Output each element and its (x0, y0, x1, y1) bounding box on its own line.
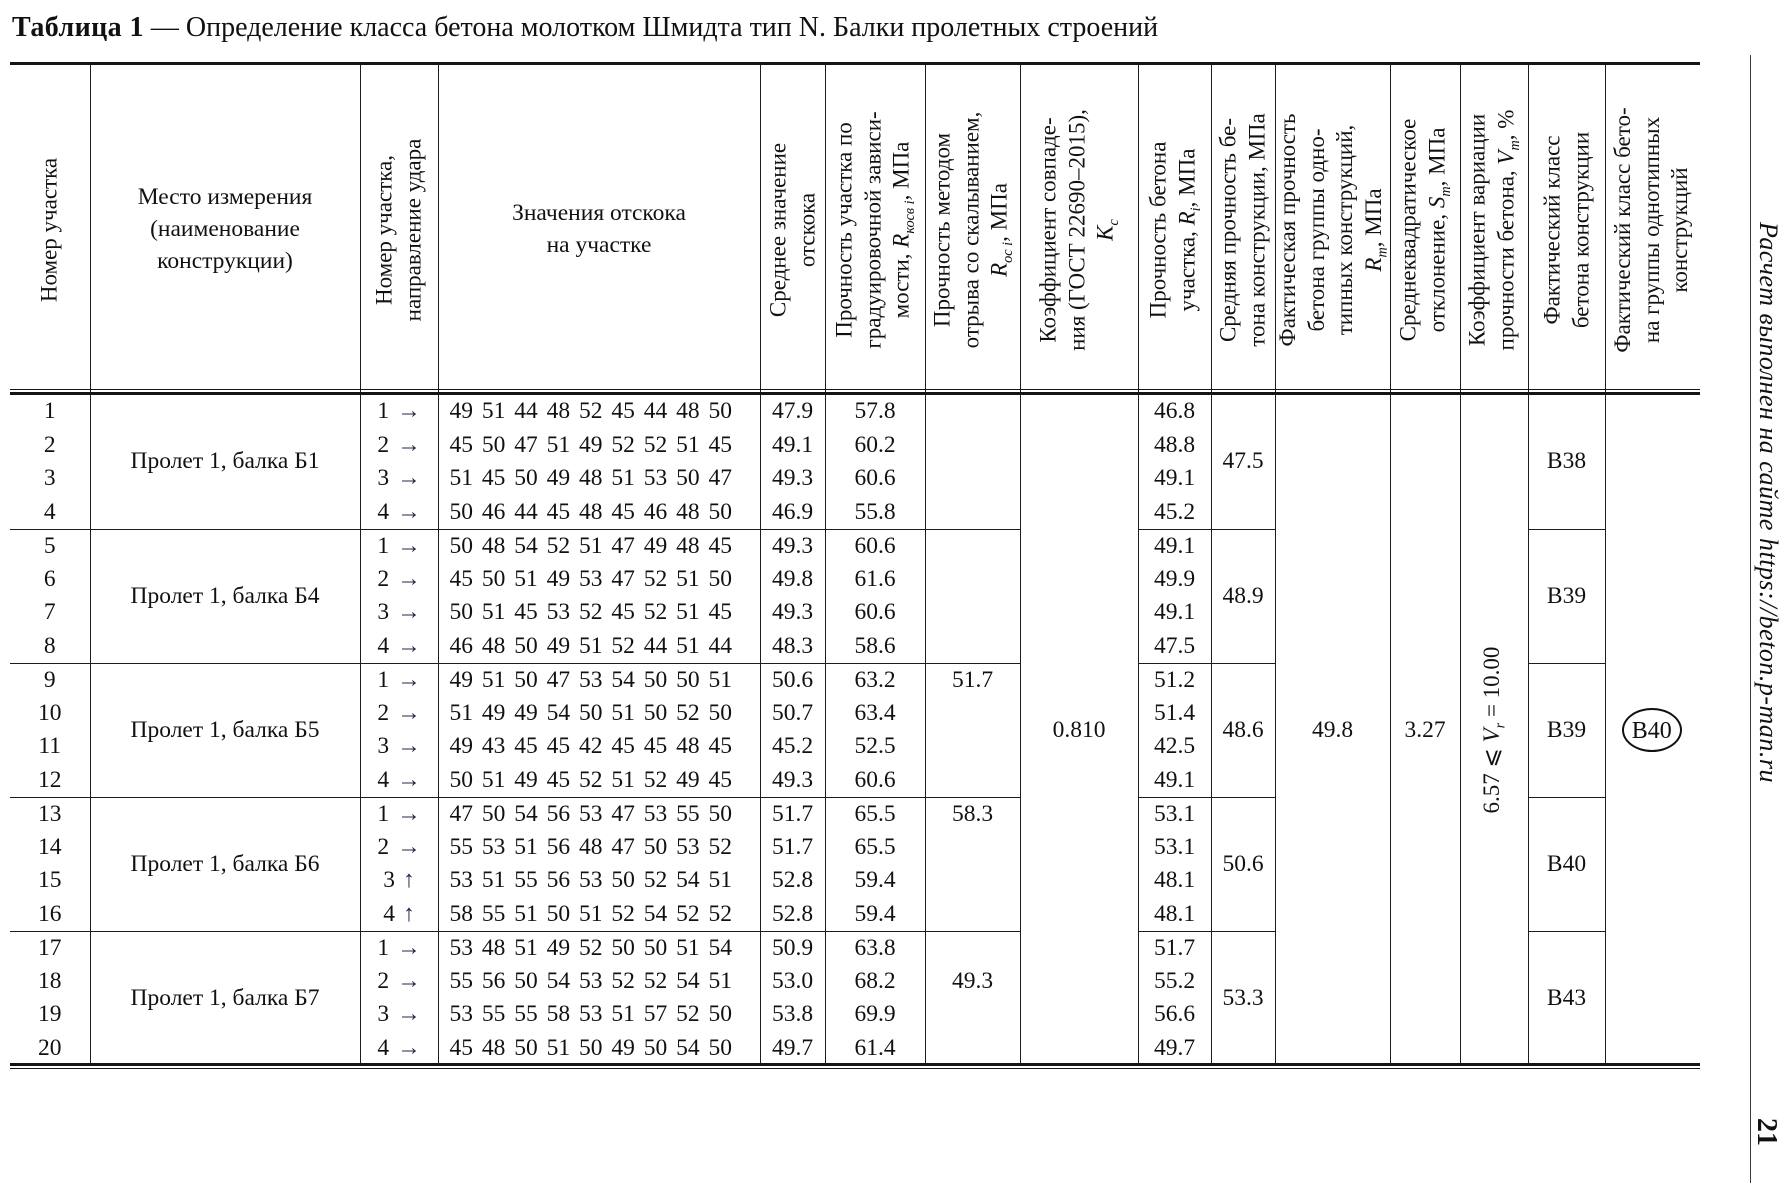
table-row (10, 395, 1698, 429)
group-concrete-class: В40 (1528, 797, 1605, 931)
cell-strength-indirect: 61.4 (825, 1032, 925, 1066)
cell-section-number: 14 (10, 831, 90, 865)
cell-mean-rebound: 52.8 (760, 864, 825, 898)
col-header-r-avg: Средняя прочность бе- тона конструкции, МПа (1211, 65, 1275, 395)
col-header-class-g: Фактический класс бето- на группы однотипных конструкций (1605, 65, 1698, 395)
cell-point-direction (360, 596, 438, 630)
point-number: 2 (377, 565, 390, 592)
cell-strength-indirect: 60.2 (825, 429, 925, 463)
cell-strength-indirect: 59.4 (825, 864, 925, 898)
cell-point-direction (360, 630, 438, 664)
cell-strength-ri: 48.8 (1138, 429, 1211, 463)
cell-point-direction (360, 395, 438, 429)
cell-strength-ri: 42.5 (1138, 730, 1211, 764)
cell-strength-indirect: 59.4 (825, 898, 925, 932)
margin-rule (1750, 55, 1751, 1183)
cell-rebound-values: 50 48 54 52 51 47 49 48 45 (438, 529, 760, 563)
point-number: 3 (377, 599, 390, 626)
impact-direction-arrow-icon: → (397, 699, 421, 726)
point-number: 1 (377, 934, 390, 961)
cell-strength-indirect: 55.8 (825, 496, 925, 530)
cell-point-direction (360, 663, 438, 697)
impact-direction-arrow-icon: → (397, 599, 421, 626)
point-number: 2 (377, 431, 390, 458)
cell-strength-ri: 53.1 (1138, 797, 1211, 831)
cell-strength-indirect: 60.6 (825, 529, 925, 563)
cell-rebound-values: 53 51 55 56 53 50 52 54 51 (438, 864, 760, 898)
point-number: 2 (377, 833, 390, 860)
group-place: Пролет 1, балка Б4 (90, 529, 360, 663)
cell-section-number: 9 (10, 663, 90, 697)
page-number: 21 (1751, 1118, 1782, 1146)
cell-strength-pullout: 58.3 (925, 797, 1020, 831)
col-header-pdir: Номер участка, направление удара (360, 65, 438, 395)
cell-rebound-values: 50 51 45 53 52 45 52 51 45 (438, 596, 760, 630)
merged-std-deviation: 3.27 (1390, 395, 1460, 1065)
cell-section-number: 6 (10, 563, 90, 597)
cell-strength-ri: 51.4 (1138, 697, 1211, 731)
table-title-number: Таблица 1 (12, 12, 144, 43)
cell-strength-indirect: 52.5 (825, 730, 925, 764)
cell-section-number: 1 (10, 395, 90, 429)
cell-mean-rebound: 52.8 (760, 898, 825, 932)
cell-strength-ri: 49.1 (1138, 764, 1211, 798)
cell-strength-pullout: 49.3 (925, 965, 1020, 999)
cell-strength-indirect: 69.9 (825, 998, 925, 1032)
cell-rebound-values: 49 51 44 48 52 45 44 48 50 (438, 395, 760, 429)
cell-rebound-values: 51 45 50 49 48 51 53 50 47 (438, 462, 760, 496)
impact-direction-arrow-icon: → (397, 532, 421, 559)
cell-section-number: 5 (10, 529, 90, 563)
cell-point-direction (360, 496, 438, 530)
cell-point-direction (360, 462, 438, 496)
group-mean-strength: 48.9 (1211, 529, 1275, 663)
impact-direction-arrow-icon: ↑ (403, 867, 415, 894)
cell-strength-pullout (925, 529, 1020, 563)
cell-rebound-values: 50 51 49 45 52 51 52 49 45 (438, 764, 760, 798)
cell-strength-pullout (925, 864, 1020, 898)
cell-strength-indirect: 68.2 (825, 965, 925, 999)
cell-point-direction (360, 831, 438, 865)
cell-strength-ri: 49.1 (1138, 462, 1211, 496)
cell-strength-ri: 49.9 (1138, 563, 1211, 597)
cell-rebound-values: 49 51 50 47 53 54 50 50 51 (438, 663, 760, 697)
cell-point-direction (360, 1032, 438, 1066)
impact-direction-arrow-icon: → (397, 498, 421, 525)
group-mean-strength: 47.5 (1211, 395, 1275, 529)
cell-mean-rebound: 49.7 (760, 1032, 825, 1066)
impact-direction-arrow-icon: → (397, 967, 421, 994)
cell-strength-pullout (925, 898, 1020, 932)
impact-direction-arrow-icon: → (397, 632, 421, 659)
cell-rebound-values: 45 50 51 49 53 47 52 51 50 (438, 563, 760, 597)
cell-strength-indirect: 63.8 (825, 931, 925, 965)
cell-mean-rebound: 45.2 (760, 730, 825, 764)
cell-strength-pullout (925, 563, 1020, 597)
cell-mean-rebound: 48.3 (760, 630, 825, 664)
cell-point-direction (360, 529, 438, 563)
cell-strength-pullout (925, 931, 1020, 965)
cell-mean-rebound: 49.8 (760, 563, 825, 597)
group-concrete-class: В43 (1528, 931, 1605, 1065)
cell-rebound-values: 50 46 44 45 48 45 46 48 50 (438, 496, 760, 530)
cell-mean-rebound: 50.7 (760, 697, 825, 731)
merged-group-class (1605, 395, 1698, 1065)
point-number: 3 (377, 465, 390, 492)
cell-rebound-values: 45 48 50 51 50 49 50 54 50 (438, 1032, 760, 1066)
cell-strength-ri: 51.2 (1138, 663, 1211, 697)
cell-strength-indirect: 58.6 (825, 630, 925, 664)
impact-direction-arrow-icon: → (397, 465, 421, 492)
cell-strength-ri: 47.5 (1138, 630, 1211, 664)
impact-direction-arrow-icon: → (397, 431, 421, 458)
point-number: 4 (377, 1034, 390, 1061)
point-number: 1 (377, 666, 390, 693)
col-header-r-os: Прочность методом отрыва со скалыванием, $R_{ос i}$, МПа (925, 65, 1020, 395)
cell-mean-rebound: 51.7 (760, 831, 825, 865)
point-number: 2 (377, 699, 390, 726)
col-header-class-i: Фактический класс бетона конструкции (1528, 65, 1605, 395)
cell-point-direction (360, 898, 438, 932)
cell-strength-pullout (925, 496, 1020, 530)
cell-section-number: 3 (10, 462, 90, 496)
cell-strength-pullout (925, 697, 1020, 731)
concrete-class-table (10, 65, 1698, 1065)
cell-strength-pullout (925, 596, 1020, 630)
cell-point-direction (360, 965, 438, 999)
credit-note (1753, 222, 1783, 783)
col-header-num: Номер участка (10, 65, 90, 395)
cell-rebound-values: 47 50 54 56 53 47 53 55 50 (438, 797, 760, 831)
cell-point-direction (360, 429, 438, 463)
cell-section-number: 7 (10, 596, 90, 630)
cell-rebound-values: 46 48 50 49 51 52 44 51 44 (438, 630, 760, 664)
merged-coincidence-coefficient: 0.810 (1020, 395, 1138, 1065)
impact-direction-arrow-icon: → (397, 934, 421, 961)
cell-strength-indirect: 60.6 (825, 596, 925, 630)
cell-mean-rebound: 46.9 (760, 496, 825, 530)
cell-strength-indirect: 57.8 (825, 395, 925, 429)
cell-mean-rebound: 50.9 (760, 931, 825, 965)
col-header-v-m: Коэффициент вариации прочности бетона, $V_m$, % (1460, 65, 1528, 395)
cell-mean-rebound: 49.3 (760, 529, 825, 563)
cell-strength-ri: 49.1 (1138, 529, 1211, 563)
cell-rebound-values: 53 55 55 58 53 51 57 52 50 (438, 998, 760, 1032)
cell-section-number: 20 (10, 1032, 90, 1066)
cell-strength-pullout (925, 764, 1020, 798)
cell-strength-pullout (925, 730, 1020, 764)
header-separator-rule-thick (10, 392, 1700, 395)
impact-direction-arrow-icon: → (397, 565, 421, 592)
table-bottom-rule-thin (10, 1068, 1700, 1069)
point-number: 3 (383, 867, 395, 894)
cell-section-number: 19 (10, 998, 90, 1032)
cell-mean-rebound: 49.3 (760, 764, 825, 798)
cell-strength-indirect: 61.6 (825, 563, 925, 597)
cell-point-direction (360, 797, 438, 831)
cell-strength-pullout (925, 630, 1020, 664)
col-header-r-m: Фактическая прочность бетона группы одно- типных конструкций, $R_m$, МПа (1275, 65, 1390, 395)
cell-section-number: 2 (10, 429, 90, 463)
impact-direction-arrow-icon: → (397, 1034, 421, 1061)
merged-variation-coefficient: 6.57 ⩽ $V_r = 10.00$ (1460, 395, 1528, 1065)
col-header-r-kosv: Прочность участка по градуировочной зависи- мости, $R_{косв i}$, МПа (825, 65, 925, 395)
cell-strength-ri: 56.6 (1138, 998, 1211, 1032)
cell-section-number: 15 (10, 864, 90, 898)
cell-point-direction (360, 998, 438, 1032)
cell-strength-ri: 48.1 (1138, 864, 1211, 898)
cell-strength-indirect: 63.2 (825, 663, 925, 697)
cell-rebound-values: 49 43 45 45 42 45 45 48 45 (438, 730, 760, 764)
cell-strength-ri: 45.2 (1138, 496, 1211, 530)
col-header-rebounds: Значения отскока на участке (438, 65, 760, 395)
group-place: Пролет 1, балка Б1 (90, 395, 360, 529)
group-concrete-class: В39 (1528, 529, 1605, 663)
col-header-r-i: Прочность бетона участка, $R_i$, МПа (1138, 65, 1211, 395)
cell-strength-indirect: 65.5 (825, 797, 925, 831)
cell-mean-rebound: 47.9 (760, 395, 825, 429)
cell-section-number: 17 (10, 931, 90, 965)
cell-strength-pullout (925, 429, 1020, 463)
impact-direction-arrow-icon: → (397, 733, 421, 760)
cell-strength-pullout (925, 395, 1020, 429)
group-class-circle: В40 (1622, 708, 1682, 752)
cell-rebound-values: 55 53 51 56 48 47 50 53 52 (438, 831, 760, 865)
cell-section-number: 8 (10, 630, 90, 664)
cell-strength-pullout: 51.7 (925, 663, 1020, 697)
cell-strength-indirect: 60.6 (825, 462, 925, 496)
cell-point-direction (360, 864, 438, 898)
cell-mean-rebound: 49.3 (760, 596, 825, 630)
cell-section-number: 12 (10, 764, 90, 798)
impact-direction-arrow-icon: → (397, 833, 421, 860)
merged-group-strength: 49.8 (1275, 395, 1390, 1065)
col-header-mean: Среднее значение отскока (760, 65, 825, 395)
cell-strength-ri: 46.8 (1138, 395, 1211, 429)
point-number: 1 (377, 800, 390, 827)
col-header-k-c: Коэффициент совпаде- ния (ГОСТ 22690–2015), $K_c$ (1020, 65, 1138, 395)
cell-mean-rebound: 53.8 (760, 998, 825, 1032)
group-mean-strength: 53.3 (1211, 931, 1275, 1065)
cell-rebound-values: 51 49 49 54 50 51 50 52 50 (438, 697, 760, 731)
table-title-text: — Определение класса бетона молотком Шмидта тип N. Балки пролетных строений (143, 12, 1159, 43)
cell-rebound-values: 45 50 47 51 49 52 52 51 45 (438, 429, 760, 463)
impact-direction-arrow-icon: → (397, 1001, 421, 1028)
cell-point-direction (360, 931, 438, 965)
cell-strength-indirect: 60.6 (825, 764, 925, 798)
cell-rebound-values: 53 48 51 49 52 50 50 51 54 (438, 931, 760, 965)
cell-strength-ri: 55.2 (1138, 965, 1211, 999)
point-number: 1 (377, 398, 390, 425)
cell-point-direction (360, 697, 438, 731)
table-bottom-rule-thick (10, 1063, 1700, 1066)
cell-strength-ri: 51.7 (1138, 931, 1211, 965)
cell-point-direction (360, 563, 438, 597)
group-mean-strength: 50.6 (1211, 797, 1275, 931)
cell-section-number: 13 (10, 797, 90, 831)
header-row (10, 65, 1698, 395)
cell-strength-pullout (925, 1032, 1020, 1066)
cell-mean-rebound: 50.6 (760, 663, 825, 697)
point-number: 2 (377, 967, 390, 994)
impact-direction-arrow-icon: → (397, 766, 421, 793)
cell-section-number: 10 (10, 697, 90, 731)
cell-point-direction (360, 764, 438, 798)
group-place: Пролет 1, балка Б6 (90, 797, 360, 931)
point-number: 4 (377, 498, 390, 525)
cell-mean-rebound: 49.1 (760, 429, 825, 463)
cell-strength-ri: 53.1 (1138, 831, 1211, 865)
credit-url[interactable]: https://beton.p-man.ru (1754, 537, 1783, 783)
cell-strength-pullout (925, 831, 1020, 865)
group-concrete-class: В38 (1528, 395, 1605, 529)
cell-mean-rebound: 53.0 (760, 965, 825, 999)
point-number: 4 (383, 900, 395, 927)
group-concrete-class: В39 (1528, 663, 1605, 797)
cell-mean-rebound: 51.7 (760, 797, 825, 831)
cell-strength-indirect: 63.4 (825, 697, 925, 731)
cell-strength-ri: 49.7 (1138, 1032, 1211, 1066)
cell-strength-ri: 48.1 (1138, 898, 1211, 932)
impact-direction-arrow-icon: ↑ (403, 900, 415, 927)
col-header-place: Место измерения (наименование конструкции) (90, 65, 360, 395)
credit-text: Расчет выполнен на сайте (1754, 222, 1783, 538)
cell-point-direction (360, 730, 438, 764)
col-header-s-m: Среднеквадратическое отклонение, $S_m$, МПа (1390, 65, 1460, 395)
point-number: 4 (377, 766, 390, 793)
cell-strength-pullout (925, 998, 1020, 1032)
point-number: 3 (377, 733, 390, 760)
header-separator-rule-thin (10, 389, 1700, 390)
impact-direction-arrow-icon: → (397, 800, 421, 827)
point-number: 3 (377, 1001, 390, 1028)
cell-strength-indirect: 65.5 (825, 831, 925, 865)
cell-section-number: 4 (10, 496, 90, 530)
cell-mean-rebound: 49.3 (760, 462, 825, 496)
impact-direction-arrow-icon: → (397, 398, 421, 425)
group-mean-strength: 48.6 (1211, 663, 1275, 797)
cell-rebound-values: 58 55 51 50 51 52 54 52 52 (438, 898, 760, 932)
cell-section-number: 11 (10, 730, 90, 764)
cell-strength-pullout (925, 462, 1020, 496)
group-place: Пролет 1, балка Б5 (90, 663, 360, 797)
cell-rebound-values: 55 56 50 54 53 52 52 54 51 (438, 965, 760, 999)
table-title (12, 12, 1158, 44)
cell-section-number: 18 (10, 965, 90, 999)
cell-section-number: 16 (10, 898, 90, 932)
impact-direction-arrow-icon: → (397, 666, 421, 693)
cell-strength-ri: 49.1 (1138, 596, 1211, 630)
point-number: 1 (377, 532, 390, 559)
point-number: 4 (377, 632, 390, 659)
group-place: Пролет 1, балка Б7 (90, 931, 360, 1065)
